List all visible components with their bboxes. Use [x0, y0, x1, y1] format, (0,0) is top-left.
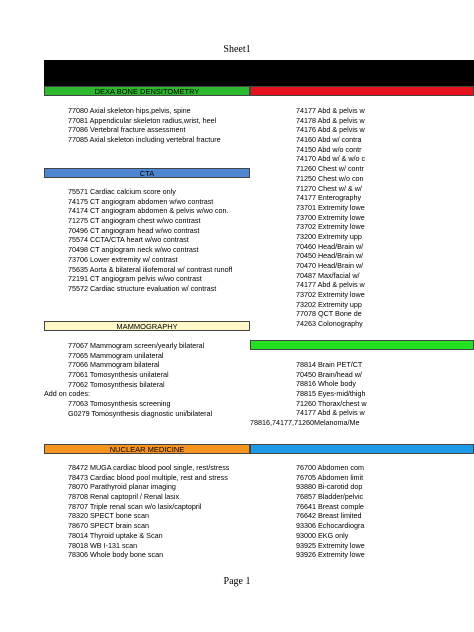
list-item: 78014 Thyroid uptake & Scan	[68, 530, 163, 540]
list-item: 78070 Parathyroid planar imaging	[68, 482, 176, 492]
list-item: 73702 Extremity lowe	[296, 222, 365, 232]
list-item: 73702 Extremity lowe	[296, 290, 365, 300]
list-item: 78707 Triple renal scan w/o lasix/captopril	[68, 501, 202, 511]
list-item: 78320 SPECT bone scan	[68, 511, 149, 521]
list-item: 74150 Abd w/o contr	[296, 144, 362, 154]
pet-ct-codes-list	[250, 360, 372, 428]
dexa-list	[44, 106, 221, 145]
list-item: 78018 WB I-131 scan	[68, 540, 138, 550]
list-item: 70487 Max/facial w/	[296, 270, 360, 280]
list-item: 70450 Head/Brain w/	[296, 251, 364, 261]
ultrasound-codes-list	[296, 463, 372, 560]
list-item: 77062 Tomosynthesis bilateral	[68, 379, 165, 389]
list-item: 78670 SPECT brain scan	[68, 521, 149, 531]
sheet-title: Sheet1	[223, 44, 251, 55]
list-item: 77067 Mammogram screen/yearly bilateral	[68, 341, 205, 350]
list-item: 73202 Extremity upp	[296, 299, 362, 309]
list-item: 71275 CT angiogram chest w/wo contrast	[68, 216, 201, 226]
list-item: 73700 Extremity lowe	[296, 212, 365, 222]
list-item: 93000 EKG only	[296, 530, 349, 540]
list-item: 74178 Abd & pelvis w	[296, 115, 365, 125]
list-item: 74174 CT angiogram abdomen & pelvis w/wo con.	[68, 206, 229, 216]
list-item: 71250 Chest w/o con	[296, 173, 364, 183]
list-item: 93880 Bi-carotid dop	[296, 482, 363, 492]
list-item: 78472 MUGA cardiac blood pool single, rest/stress	[68, 463, 230, 472]
list-item: 77080 Axial skeleton hips,pelvis, spine	[68, 106, 191, 115]
list-item: 74263 Colonography	[296, 319, 363, 329]
list-item: 74177 Enterography	[296, 193, 362, 203]
list-item: 71270 Chest w/ & w/	[296, 183, 362, 193]
list-item: 78816,74177,71260Melanoma/Me	[250, 418, 360, 428]
nuclear-medicine-section-header: NUCLEAR MEDICINE	[44, 444, 250, 454]
list-item: 74177 Abd & pelvis w	[296, 408, 365, 418]
list-item: 70496 CT angiogram head w/wo contrast	[68, 225, 200, 235]
list-item: 76642 Breast limited	[296, 511, 362, 521]
list-item: 77086 Vertebral fracture assessment	[68, 125, 186, 135]
list-item: 77061 Tomosynthesis unilateral	[68, 370, 169, 380]
list-item: 77085 Axial skeleton including vertebral fracture	[68, 135, 221, 145]
list-item: 75571 Cardiac calcium score only	[68, 187, 176, 196]
list-item: 78815 Eyes-mid/thigh	[296, 389, 366, 399]
list-item: 78708 Renal captopril / Renal lasix	[68, 492, 180, 502]
list-item: 76641 Breast comple	[296, 501, 364, 511]
list-item: 74177 Abd & pelvis w	[296, 280, 365, 290]
list-item: 78473 Cardiac blood pool multiple, rest and stress	[68, 472, 228, 482]
list-item: 74170 Abd w/ & w/o c	[296, 154, 366, 164]
list-item: 77078 QCT Bone de	[296, 309, 362, 319]
list-item: 71260 Thorax/chest w	[296, 398, 367, 408]
list-item: 77065 Mammogram unilateral	[68, 350, 164, 360]
list-item: 75572 Cardiac structure evaluation w/ contrast	[68, 283, 217, 293]
black-header-bar	[44, 60, 474, 86]
list-item: 71260 Chest w/ contr	[296, 164, 364, 174]
list-item: 76705 Abdomen limit	[296, 472, 364, 482]
list-item: 93306 Echocardiogra	[296, 521, 365, 531]
mammography-list	[44, 341, 212, 419]
list-item: 93925 Extremity lowe	[296, 540, 365, 550]
list-item: 70498 CT angiogram neck w/wo contrast	[68, 245, 199, 255]
list-item: 76857 Bladder/pelvic	[296, 492, 364, 502]
dexa-section-header: DEXA BONE DENSITOMETRY	[44, 86, 250, 96]
list-item: 74176 Abd & pelvis w	[296, 125, 365, 135]
list-item: 74177 Abd & pelvis w	[296, 106, 365, 115]
list-item: 74160 Abd w/ contra	[296, 135, 362, 145]
list-item: 72191 CT angiogram pelvis w/wo contrast	[68, 274, 202, 284]
list-item: 74175 CT angiogram abdomen w/wo contrast	[68, 196, 214, 206]
page-footer: Page 1	[223, 576, 251, 587]
list-item: 70460 Head/Brain w/	[296, 241, 364, 251]
ct-codes-list	[296, 106, 372, 329]
list-item: 78816 Whole body	[296, 379, 356, 389]
list-item: 70450 Brain/head w/	[296, 369, 362, 379]
blue-section-bar	[250, 444, 474, 454]
mammography-section-header: MAMMOGRAPHY	[44, 321, 250, 331]
list-item: 75635 Aorta & bilateral iliofemoral w/ contrast runoff	[68, 264, 233, 274]
list-item: 77066 Mammogram bilateral	[68, 360, 160, 370]
list-item: 93926 Extremity lowe	[296, 550, 365, 560]
list-item: 73701 Extremity lowe	[296, 202, 365, 212]
nuclear-medicine-list	[44, 463, 229, 560]
list-item: 77063 Tomosynthesis screening	[68, 399, 171, 409]
list-item: 70470 Head/Brain w/	[296, 261, 364, 270]
addon-codes-label: Add on codes:	[44, 389, 90, 399]
list-item: 78306 Whole body bone scan	[68, 550, 164, 560]
list-item: 75574 CCTA/CTA heart w/wo contrast	[68, 235, 189, 245]
list-item: 76700 Abdomen com	[296, 463, 364, 472]
cta-list	[44, 187, 232, 294]
list-item: 77081 Appendicular skeleton radius,wrist, heel	[68, 115, 217, 125]
list-item: 73200 Extremity upp	[296, 231, 362, 241]
cta-section-header: CTA	[44, 168, 250, 178]
list-item: G0279 Tomosynthesis diagnostic uni/bilateral	[68, 408, 213, 418]
list-item: 73706 Lower extremity w/ contrast	[68, 254, 178, 264]
red-section-bar	[250, 86, 474, 96]
list-item: 78814 Brain PET/CT	[296, 360, 363, 369]
green-section-bar	[250, 340, 474, 350]
